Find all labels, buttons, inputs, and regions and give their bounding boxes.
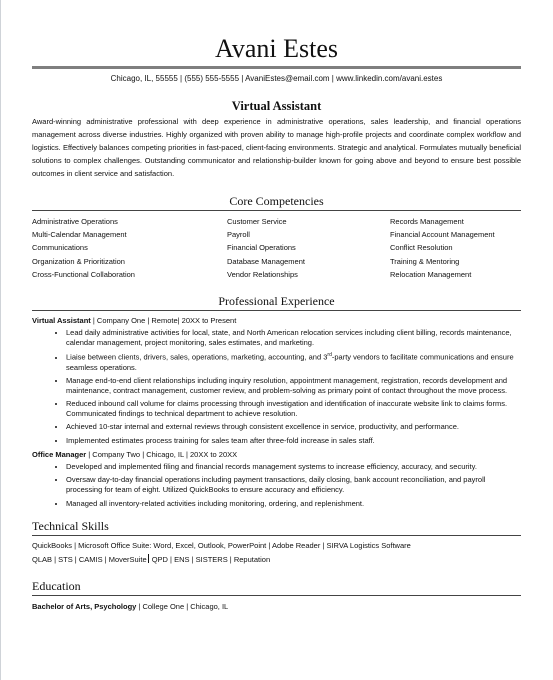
bullet-item: • Lead daily administrative activities for local, state, and North American relocation services including client billing, records maintenance, calendar management, project monitoring, sales estimates, and marketing. [66, 328, 521, 348]
skills-line: QuickBooks | Microsoft Office Suite: Word, Excel, Outlook, PowerPoint | Adobe Reader | SIRVA Logistics Software [32, 541, 411, 551]
competency-item: Relocation Management [390, 269, 472, 279]
competency-item: Conflict Resolution [390, 243, 453, 253]
bullet-item: • Managed all inventory-related activities including monitoring, ordering, and replenishment. [66, 499, 521, 509]
education-entry [32, 601, 521, 612]
competency-item: Training & Mentoring [390, 256, 460, 266]
competency-item: Financial Account Management [390, 230, 495, 240]
bullet-item: • Oversaw day-to-day financial operations including payment transactions, daily closing, bank account reconciliation, and payroll processing for team of eight. Utilized QuickBooks to ensure accuracy and efficiency. [66, 475, 521, 495]
skills-line [32, 553, 521, 567]
text-cursor-icon [148, 554, 149, 563]
bullet-item: • Achieved 10-star internal and external reviews through consistent excellence in service, productivity, and performance. [66, 422, 521, 432]
summary-paragraph: Award-winning administrative professional with deep experience in administrative operations, sales leadership, and financial operations management across diverse industries. Highly organized with proven ability to manage high-profile projects and coordinate complex workflow and logistics. Effectively balances competing priorities in fast-paced, client-facing environments. Strategic and analytical. Formulates mutually beneficial solutions to complex challenges. Outstanding communicator and relationship-builder known for going above and beyond to ensure best possible outcomes in client service and satisfaction. [32, 117, 521, 178]
competencies-grid [32, 215, 521, 281]
skills-line-part: QPD | ENS | SISTERS | Reputation [149, 554, 271, 564]
contact-line: Chicago, IL, 55555 | (555) 555-5555 | AvaniEstes@email.com | www.linkedin.com/avani.estes [110, 74, 443, 83]
bullet-item: • Implemented estimates process training for sales team after three-fold increase in sales staff. [66, 436, 521, 446]
job-heading [32, 315, 521, 326]
job-details: | Company One | Remote| 20XX to Present [90, 316, 237, 326]
experience-heading: Professional Experience [218, 294, 335, 309]
education-heading: Education [32, 579, 81, 594]
job-bullets [32, 328, 521, 445]
bullet-item: • Manage end-to-end client relationships including inquiry resolution, appointment management, registration, records development and maintenance, contract management, customer review, and problem-solving as primary point of contact throughout the move process. [66, 376, 521, 396]
competency-item: Financial Operations [227, 243, 296, 253]
education-divider [32, 595, 521, 596]
skills-list [32, 539, 521, 566]
competency-item: Cross-Functional Collaboration [32, 269, 135, 279]
skills-line-part: QLAB | STS | CAMIS | MoverSuite [32, 554, 147, 564]
job-heading [32, 449, 521, 460]
competency-item: Organization & Prioritization [32, 256, 125, 266]
skills-heading: Technical Skills [32, 519, 109, 534]
header-divider [32, 66, 521, 69]
competencies-divider [32, 210, 521, 211]
job-bullets [32, 462, 521, 508]
competency-item: Records Management [390, 217, 464, 226]
job-details: | Company Two | Chicago, IL | 20XX to 20XX [86, 450, 238, 460]
candidate-name: Avani Estes [215, 34, 338, 63]
degree: Bachelor of Arts, Psychology [32, 602, 137, 612]
resume-content [32, 0, 521, 612]
bullet-item: • Liaise between clients, drivers, sales, operations, marketing, accounting, and 3rd-party vendors to facilitate communications and ensure seamless operations. [66, 351, 521, 372]
bullet-item: • Developed and implemented filing and financial records management systems to increase efficiency, accuracy, and security. [66, 462, 521, 472]
competency-column [32, 215, 227, 281]
competency-item: Multi-Calendar Management [32, 230, 127, 240]
competencies-heading: Core Competencies [229, 194, 324, 208]
education-details: | College One | Chicago, IL [136, 602, 229, 612]
competency-column [227, 215, 390, 281]
job-title: Office Manager [32, 450, 87, 460]
bullet-item: • Reduced inbound call volume for claims processing through investigation and identification of inaccurate website link to claims forms. Communicated findings to technical department to achieve resolution. [66, 399, 521, 419]
target-job-title: Virtual Assistant [231, 99, 322, 113]
competency-item: Communications [32, 243, 88, 253]
competency-column [390, 215, 521, 281]
competency-item: Administrative Operations [32, 217, 118, 226]
page-left-border [0, 0, 1, 680]
competency-item: Customer Service [227, 217, 287, 226]
competency-item: Database Management [227, 256, 305, 266]
job-title: Virtual Assistant [32, 316, 91, 326]
experience-divider [32, 310, 521, 311]
competency-item: Payroll [227, 230, 250, 240]
skills-divider [32, 535, 521, 536]
competency-item: Vendor Relationships [227, 269, 298, 279]
